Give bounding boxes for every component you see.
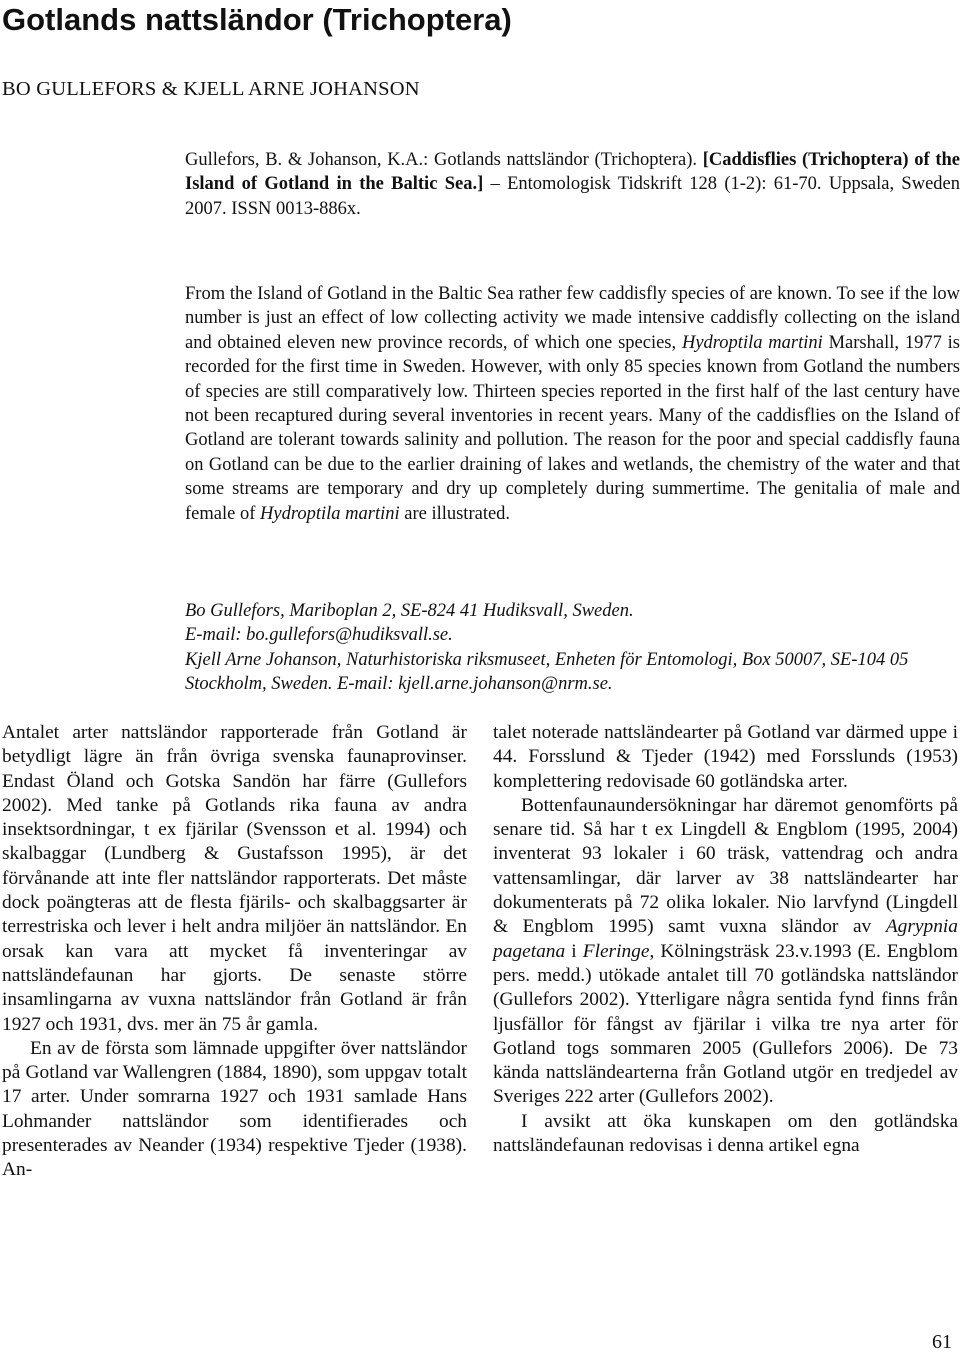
body-text: Bottenfaunaundersökningar har däremot genomförts på senare tid. Så har t ex Lingdell & Engblom (1995, 2004) inventerat 93 lokaler i 60 träsk, vattendrag och andra vattensamlingar, där larver av 38 nattsländearter har dokumenterats på 72 olika lokaler. Nio larvfynd (Lingdell & Engblom 1995) samt vuxna sländor av bbox=[493, 794, 958, 938]
place-name: Fleringe bbox=[582, 940, 650, 962]
authors: BO GULLEFORS & KJELL ARNE JOHANSON bbox=[2, 78, 420, 100]
body-paragraph: I avsikt att öka kunskapen om den gotländska nattsländefaunan redovisas i denna artikel egna bbox=[493, 1110, 958, 1157]
body-paragraph: Antalet arter nattsländor rapporterade från Gotland är betydligt lägre än från övriga svenska faunaprovinser. Endast Öland och Gotska Sandön har färre (Gullefors 2002). Med tanke på Gotlands rika fauna av andra insektsordningar, t ex fjärilar (Svensson et al. 1994) och skalbaggar (Lundberg & Gustafsson 1995), är det förvånande att inte fler nattsländor rapporterats. Det måste dock poängteras att de flesta fjärils- och skalbaggsarter är terrestriska och lever i helt andra miljöer än nattsländor. En orsak kan vara att mycket få inventeringar av nattsländefaunan har gjorts. De senaste större insamlingarna av vuxna nattsländor från Gotland är från 1927 och 1931, dvs. mer än 75 år gamla. bbox=[2, 722, 467, 1035]
abstract-text-3: are illustrated. bbox=[399, 503, 511, 524]
address-johanson: Kjell Arne Johanson, Naturhistoriska riksmuseet, Enheten för Entomologi, Box 50007, SE-104 05 Stockholm, Sweden. E-mail: kjell.arne.johanson@nrm.se. bbox=[185, 649, 909, 695]
abstract-text-2: Marshall, 1977 is recorded for the first time in Sweden. However, with only 85 species known from Gotland the numbers of species are still comparatively low. Thirteen species reported in the first half of the last century have not been recaptured during several inventories in recent years. Many of the caddisflies on the Island of Gotland are tolerant towards salinity and pollution. The reason for the poor and special caddisfly fauna on Gotland can be due to the earlier draining of lakes and wetlands, the chemistry of the water and that some streams are temporary and dry up completely during summertime. The genitalia of male and female of bbox=[185, 332, 960, 524]
citation bbox=[185, 148, 960, 221]
citation-text: Gullefors, B. & Johanson, K.A.: Gotlands nattsländor (Trichoptera). bbox=[185, 150, 703, 170]
citation-english-title: [Caddisflies (Trichoptera) of the Island of Gotland in the Baltic Sea.] bbox=[185, 150, 960, 195]
body-column-left bbox=[2, 721, 467, 1183]
abstract-species-2: Hydroptila martini bbox=[260, 503, 400, 524]
abstract-text-1: From the Island of Gotland in the Baltic Sea rather few caddisfly species of are known. To see if the low number is just an effect of low collecting activity we made intensive caddisfly collecting on the island and obtained eleven new province records, of which one species, bbox=[185, 284, 960, 353]
abstract bbox=[185, 282, 960, 526]
body-paragraph: talet noterade nattsländearter på Gotland var därmed uppe i 44. Forsslund & Tjeder (1942) med Forsslunds (1953) komplettering redovisade 60 gotländska arter. bbox=[493, 722, 958, 792]
abstract-species-1: Hydroptila martini bbox=[681, 332, 823, 353]
body-column-right bbox=[493, 721, 958, 1158]
page-number: 61 bbox=[932, 1331, 952, 1353]
body-text: i bbox=[565, 940, 583, 962]
species-name: Agrypnia pagetana bbox=[493, 916, 958, 962]
email-gullefors: E-mail: bo.gullefors@hudiksvall.se. bbox=[185, 625, 453, 646]
citation-journal: – Entomologisk Tidskrift 128 (1-2): 61-70. Uppsala, Sweden 2007. ISSN 0013-886x. bbox=[185, 174, 960, 219]
body-paragraph bbox=[493, 794, 958, 1110]
body-text: , Kölningsträsk 23.v.1993 (E. Engblom pers. medd.) utökade antalet till 70 gotländska nattsländor (Gullefors 2002). Ytterligare några sentida fynd finns från ljusfällor för fångst av fjärilar i vilka tre nya arter för Gotland togs sommaren 2005 (Gullefors 2006). De 73 kända nattsländearterna från Gotland utgör en tredjedel av Sveriges 222 arter (Gullefors 2002). bbox=[493, 940, 958, 1108]
address-gullefors: Bo Gullefors, Mariboplan 2, SE-824 41 Hudiksvall, Sweden. bbox=[185, 601, 634, 621]
article-title: Gotlands nattsländor (Trichoptera) bbox=[2, 2, 512, 37]
body-paragraph: En av de första som lämnade uppgifter över nattsländor på Gotland var Wallengren (1884, 1890), som uppgav totalt 17 arter. Under somrarna 1927 och 1931 samlade Hans Lohmander nattsländor som identifierades och presenterades av Neander (1934) respektive Tjeder (1938). An- bbox=[2, 1037, 467, 1181]
author-addresses bbox=[185, 599, 960, 697]
